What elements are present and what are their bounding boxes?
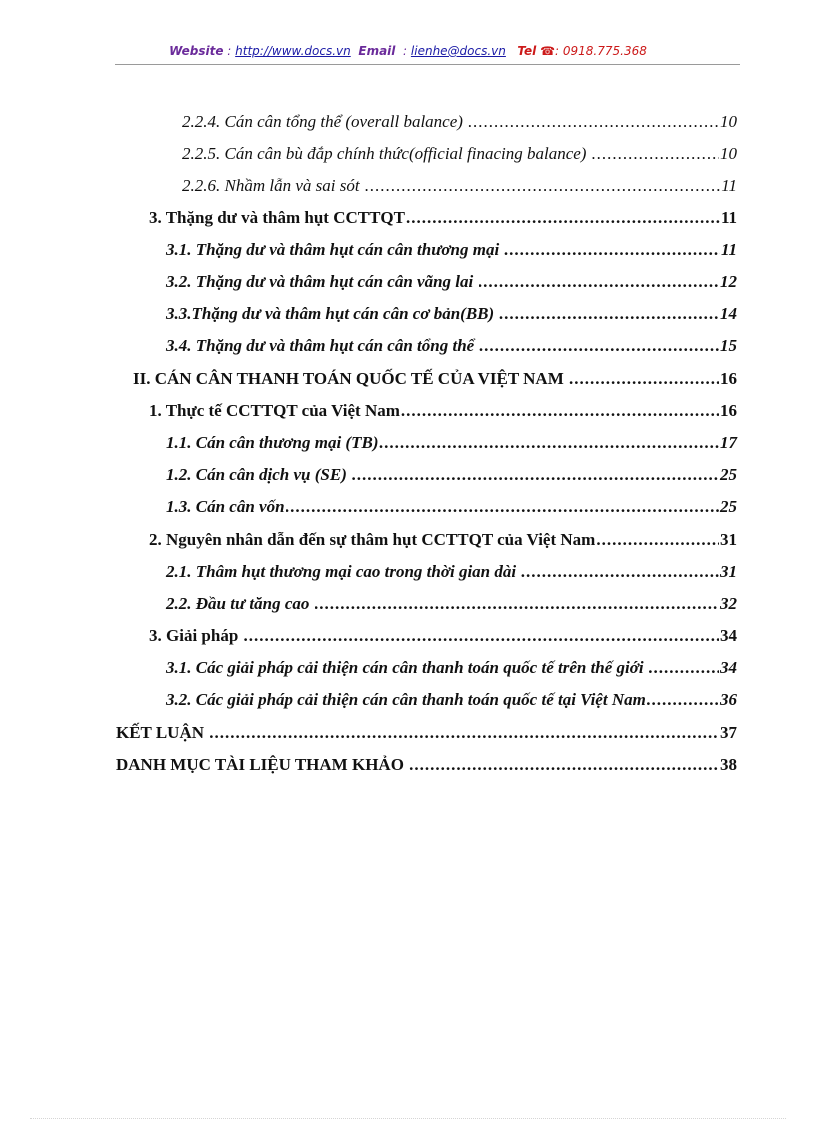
website-separator: : [223,44,236,58]
toc-entry[interactable] [149,623,737,649]
toc-entry-page: 32 [720,594,737,613]
toc-entry[interactable] [166,237,737,263]
dot-leader [365,173,720,199]
toc-entry-title: 1.1. Cán cân thương mại (TB) [166,433,379,452]
dot-leader [499,301,719,327]
dot-leader [592,141,719,167]
toc-entry-page: 37 [720,723,737,742]
website-link[interactable]: http://www.docs.vn [235,44,351,58]
toc-entry-page: 31 [720,530,737,549]
toc-entry-title: 3.1. Thặng dư và thâm hụt cán cân thương mại [166,240,504,259]
toc-entry-title: 3.4. Thặng dư và thâm hụt cán cân tổng thể [166,336,479,355]
toc-entry-page: 10 [720,112,737,131]
toc-entry-page: 34 [720,658,737,677]
toc-entry-page: 25 [720,497,737,516]
toc-entry-title: 3.1. Các giải pháp cải thiện cán cân thanh toán quốc tế trên thế giới [166,658,648,677]
email-label: Email [358,44,396,58]
toc-entry[interactable] [166,462,737,488]
toc-entry[interactable] [166,559,737,585]
website-label: Website [169,44,224,58]
toc-entry-page: 11 [720,208,737,227]
toc-entry[interactable] [166,687,737,713]
dot-leader [401,398,719,424]
toc-entry[interactable] [166,494,737,520]
toc-entry-page: 11 [720,240,737,259]
toc-entry-page: 10 [720,144,737,163]
dot-leader [352,462,719,488]
toc-entry-title: DANH MỤC TÀI LIỆU THAM KHẢO [116,755,409,774]
toc-entry-title: 2.2.5. Cán cân bù đắp chính thức(official finacing balance) [182,144,591,163]
toc-entry-title: 2.2.6. Nhầm lẫn và sai sót [182,176,364,195]
toc-entry[interactable] [166,269,737,295]
toc-entry[interactable] [116,720,737,746]
toc-entry[interactable] [182,173,737,199]
toc-entry[interactable] [182,109,737,135]
toc-entry-title: 1.3. Cán cân vốn [166,497,285,516]
toc-entry-page: 38 [720,755,737,774]
dot-leader [649,655,719,681]
toc-entry-title: 2.2. Đầu tư tăng cao [166,594,314,613]
toc-entry-page: 34 [720,626,737,645]
toc-entry[interactable] [166,333,737,359]
toc-entry-page: 16 [720,369,737,388]
toc-entry-page: 25 [720,465,737,484]
toc-entry[interactable] [166,301,737,327]
dot-leader [209,720,719,746]
dot-leader [596,527,719,553]
toc-entry-page: 16 [720,401,737,420]
dot-leader [521,559,719,585]
phone-number: : 0918.775.368 [555,44,647,58]
toc-entry-page: 17 [720,433,737,452]
toc-entry-title: 3. Giải pháp [149,626,243,645]
toc-entry-title: 3.2. Các giải pháp cải thiện cán cân thanh toán quốc tế tại Việt Nam [166,690,646,709]
dot-leader [379,430,719,456]
page-header [0,44,816,58]
toc-entry[interactable] [166,430,737,456]
toc-entry[interactable] [166,655,737,681]
toc-entry-page: 15 [720,336,737,355]
toc-entry-page: 11 [721,176,737,195]
page-bottom-border [30,1118,786,1119]
dot-leader [406,205,720,231]
dot-leader [409,752,719,778]
toc-entry-page: 12 [720,272,737,291]
header-divider [115,64,740,65]
dot-leader [479,269,719,295]
toc-entry-title: 1.2. Cán cân dịch vụ (SE) [166,465,352,484]
toc-entry-title: 3. Thặng dư và thâm hụt CCTTQT [149,208,405,227]
toc-entry[interactable] [182,141,737,167]
toc-entry-title: 2.2.4. Cán cân tổng thể (overall balance) [182,112,468,131]
dot-leader [647,687,719,713]
toc-entry-title: 3.3.Thặng dư và thâm hụt cán cân cơ bản(BB) [166,304,499,323]
toc-entry-title: 1. Thực tế CCTTQT của Việt Nam [149,401,400,420]
toc-entry-title: 2.1. Thâm hụt thương mại cao trong thời gian dài [166,562,521,581]
toc-entry-title: 2. Nguyên nhân dẫn đến sự thâm hụt CCTTQT của Việt Nam [149,530,596,549]
dot-leader [569,366,719,392]
toc-entry[interactable] [133,366,737,392]
toc-entry[interactable] [149,398,737,424]
toc-entry-title: II. CÁN CÂN THANH TOÁN QUỐC TẾ CỦA VIỆT NAM [133,369,568,388]
toc-entry-page: 31 [720,562,737,581]
dot-leader [479,333,719,359]
dot-leader [315,591,719,617]
toc-entry[interactable] [149,527,737,553]
toc-entry[interactable] [166,591,737,617]
dot-leader [504,237,719,263]
email-link[interactable]: lienhe@docs.vn [410,44,506,58]
toc-entry[interactable] [116,752,737,778]
dot-leader [286,494,719,520]
toc-entry-title: 3.2. Thặng dư và thâm hụt cán cân vãng lai [166,272,478,291]
dot-leader [468,109,719,135]
dot-leader [244,623,719,649]
tel-label: Tel [517,44,537,58]
email-separator: : [399,44,411,58]
phone-icon: ☎ [540,44,556,58]
toc-entry[interactable] [149,205,737,231]
toc-entry-title: KẾT LUẬN [116,723,209,742]
toc-entry-page: 14 [720,304,737,323]
toc-entry-page: 36 [720,690,737,709]
